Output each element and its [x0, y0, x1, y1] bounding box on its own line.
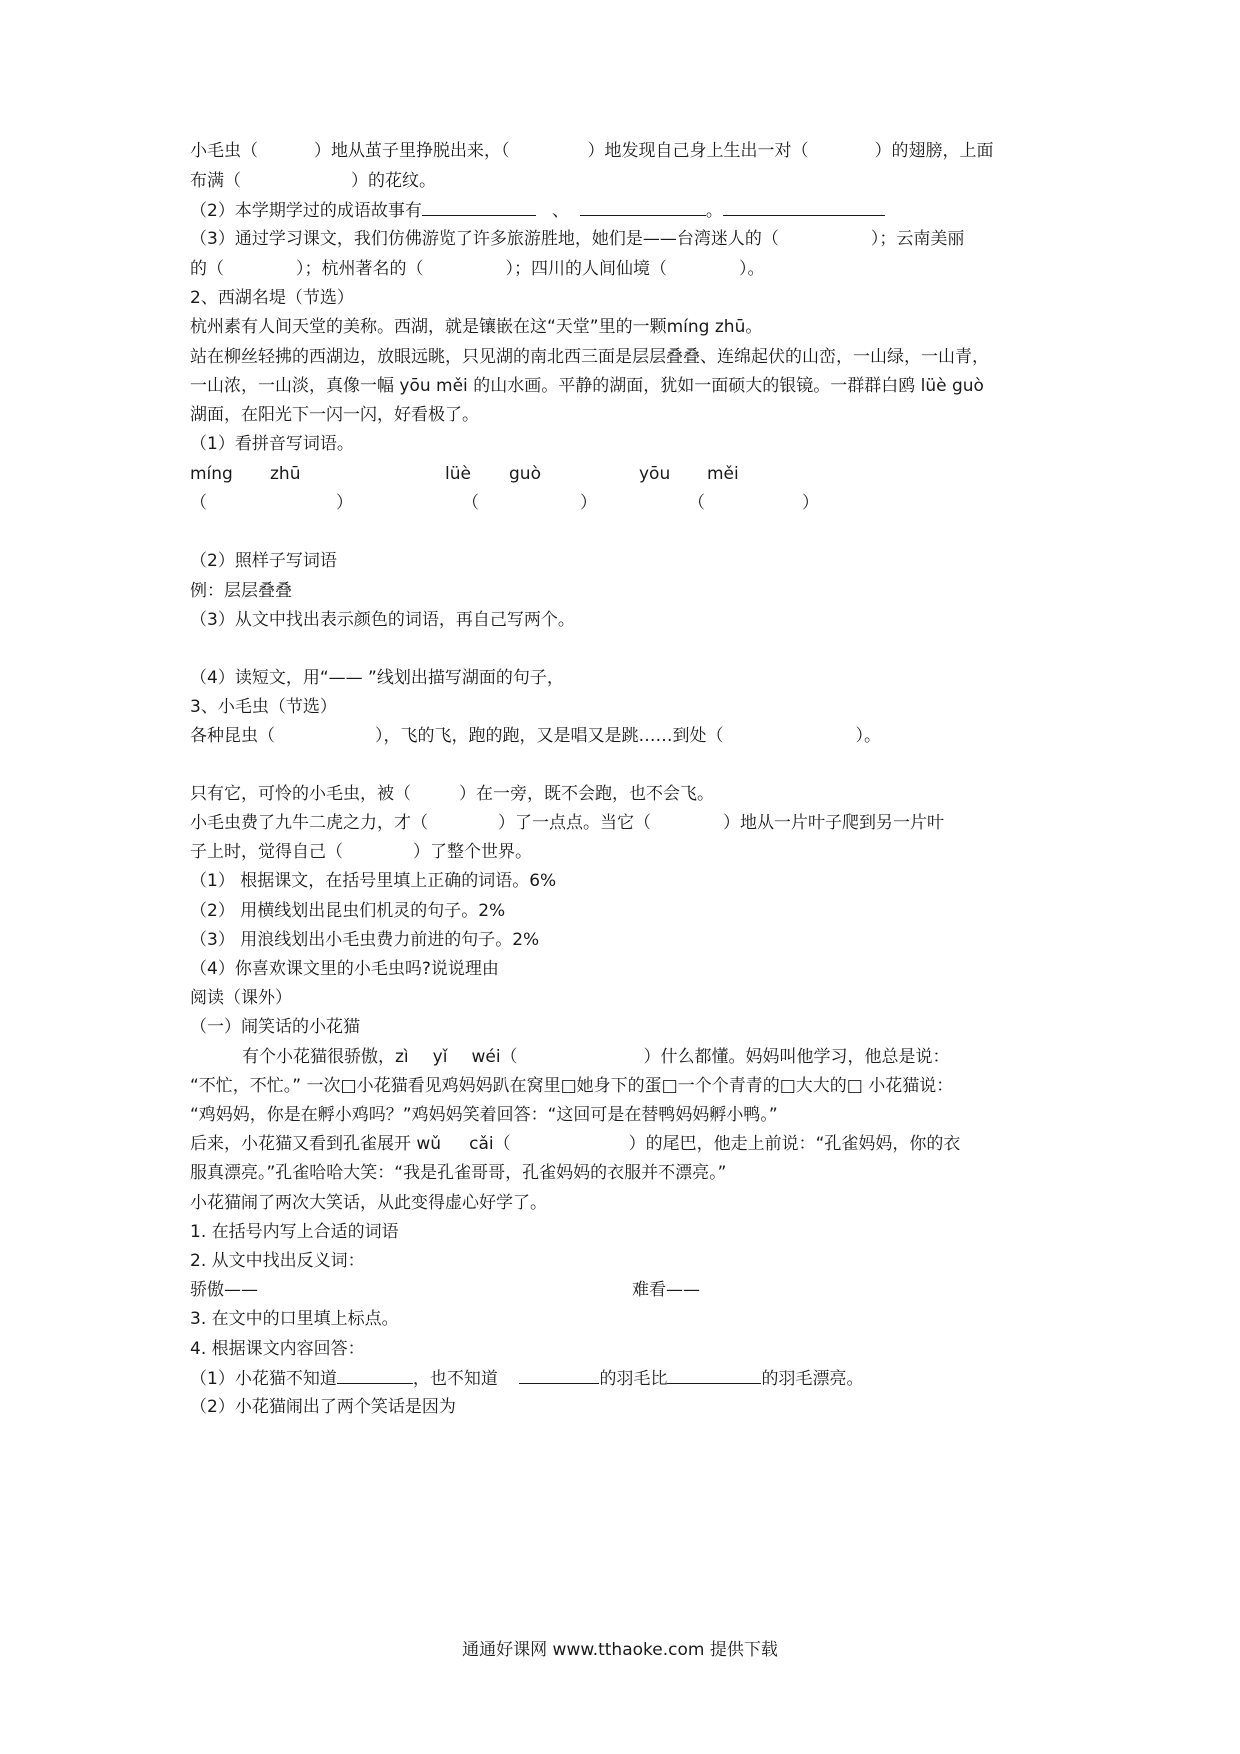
antonym-item: 骄傲——	[190, 1280, 258, 1300]
fill-line: 小毛虫费了九牛二虎之力，才（ ）了一点点。当它（ ）地从一片叶子爬到另一片叶	[190, 813, 944, 833]
question: （2）照样子写词语	[190, 551, 337, 571]
section-title: 3、小毛虫（节选）	[190, 697, 337, 717]
question: （3） 用浪线划出小毛虫费力前进的句子。2%	[190, 930, 540, 950]
question: （2） 用横线划出昆虫们机灵的句子。2%	[190, 901, 506, 921]
passage-line: 站在柳丝轻拂的西湖边，放眼远眺，只见湖的南北西三面是层层叠叠、连绵起伏的山峦，一山绿，一山青，	[190, 347, 989, 367]
passage-line: 有个小花猫很骄傲，zì yǐ wéi（ ）什么都懂。妈妈叫他学习，他总是说：	[242, 1047, 950, 1067]
pinyin: zhū	[270, 464, 301, 484]
passage-line: 小花猫闹了两次大笑话，从此变得虚心好学了。	[190, 1193, 547, 1213]
question: 3. 在文中的口里填上标点。	[190, 1309, 399, 1329]
answer-paren-close: ）	[580, 493, 597, 513]
antonym-item: 难看——	[632, 1280, 700, 1300]
question: （3）通过学习课文，我们仿佛游览了许多旅游胜地，她们是——台湾迷人的（ ）；云南美丽	[190, 229, 965, 249]
pinyin: lüè	[445, 464, 471, 484]
passage-line: 杭州素有人间天堂的美称。西湖，就是镶嵌在这“天堂”里的一颗míng zhū。	[190, 317, 763, 337]
fill-line: 布满（ ）的花纹。	[190, 171, 436, 191]
fill-line: 各种昆虫（ ），飞的飞，跑的跑，又是唱又是跳……到处（ ）。	[190, 726, 881, 746]
page-footer: 通通好课网 www.tthaoke.com 提供下载	[462, 1640, 778, 1660]
fill-line: 小毛虫（ ）地从茧子里挣脱出来，（ ）地发现自己身上生出一对（ ）的翅膀，上面	[190, 141, 994, 161]
pinyin: yōu	[639, 464, 671, 484]
question: （4）你喜欢课文里的小毛虫吗?说说理由	[190, 959, 499, 979]
subsection-title: （一）闹笑话的小花猫	[190, 1017, 360, 1037]
example: 例：层层叠叠	[190, 581, 292, 601]
fill-line: 子上时，觉得自己（ ）了整个世界。	[190, 842, 532, 862]
question: 2. 从文中找出反义词：	[190, 1251, 365, 1271]
pinyin: měi	[707, 464, 739, 484]
answer-paren-open: （	[462, 493, 479, 513]
section-title: 阅读（课外）	[190, 988, 292, 1008]
passage-line: 服真漂亮。”孔雀哈哈大笑：“我是孔雀哥哥，孔雀妈妈的衣服并不漂亮。”	[190, 1163, 727, 1183]
passage-line: 后来，小花猫又看到孔雀展开 wǔ cǎi（ ）的尾巴，他走上前说：“孔雀妈妈，你的衣	[190, 1134, 961, 1154]
question: 1. 在括号内写上合适的词语	[190, 1222, 399, 1242]
answer-paren-open: （	[688, 493, 705, 513]
pinyin: míng	[190, 464, 233, 484]
question: （1） 根据课文，在括号里填上正确的词语。6%	[190, 871, 557, 891]
section-title: 2、西湖名堤（节选）	[190, 288, 354, 308]
passage-line: “不忙，不忙。” 一次□小花猫看见鸡妈妈趴在窝里□她身下的蛋□一个个青青的□大大的□ 小花猫说：	[190, 1076, 954, 1096]
answer-paren-close: ）	[802, 493, 819, 513]
answer-paren-close: ）	[336, 493, 353, 513]
answer-line: （2）小花猫闹出了两个笑话是因为	[190, 1397, 456, 1417]
passage-line: 湖面，在阳光下一闪一闪，好看极了。	[190, 405, 479, 425]
question-cont: 的（ ）；杭州著名的（ ）；四川的人间仙境（ ）。	[190, 259, 765, 279]
answer-line: （1）小花猫不知道 ，也不知道 的羽毛比 的羽毛漂亮。	[190, 1365, 1060, 1391]
question: （1）看拼音写词语。	[190, 434, 354, 454]
passage-line: “鸡妈妈，你是在孵小鸡吗？”鸡妈妈笑着回答：“这回可是在替鸭妈妈孵小鸭。”	[190, 1105, 778, 1125]
fill-line: 只有它，可怜的小毛虫，被（ ）在一旁，既不会跑，也不会飞。	[190, 784, 714, 804]
question: （2）本学期学过的成语故事有 、 。	[190, 197, 1060, 223]
question: （4）读短文，用“—— ”线划出描写湖面的句子，	[190, 668, 564, 688]
question: 4. 根据课文内容回答：	[190, 1339, 365, 1359]
pinyin: guò	[509, 464, 541, 484]
passage-line: 一山浓，一山淡，真像一幅 yōu měi 的山水画。平静的湖面，犹如一面硕大的银镜。一群群白鸥 lüè guò	[190, 376, 984, 396]
question: （3）从文中找出表示颜色的词语，再自己写两个。	[190, 610, 575, 630]
answer-paren-open: （	[190, 493, 207, 513]
